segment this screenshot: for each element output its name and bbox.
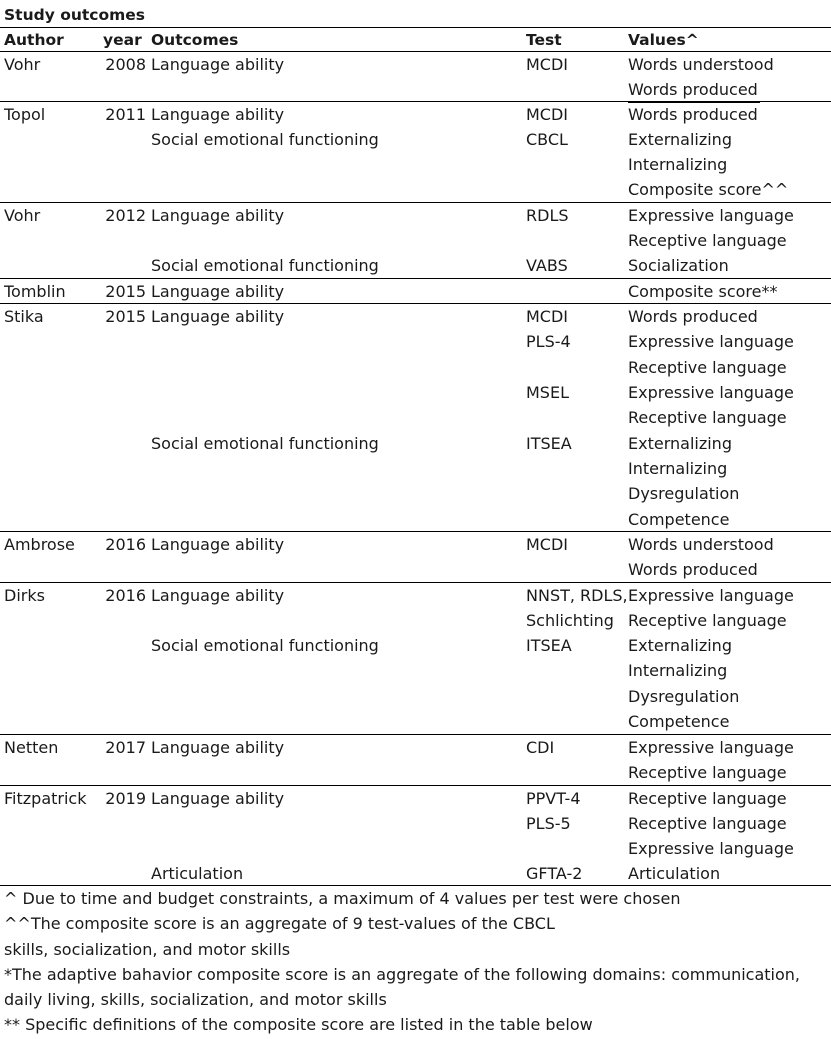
study-year: 2016 [105,586,146,605]
study-test: MCDI [526,55,569,74]
study-year: 2016 [105,535,146,554]
study-outcome: Language ability [151,282,285,301]
study-test: PLS-4 [526,332,571,351]
study-year: 2019 [105,789,146,808]
header-year: year [103,31,142,49]
study-value: Expressive language [628,586,794,605]
study-value: Internalizing [628,459,728,478]
study-outcome: Language ability [151,206,285,225]
footnote: *The adaptive bahavior composite score is an aggregate of the following domains: communication, [4,964,801,984]
study-outcome: Language ability [151,586,285,605]
study-outcome: Articulation [151,864,244,883]
study-value: Words produced [628,77,760,103]
study-value: Competence [628,510,730,529]
study-outcome: Language ability [151,789,285,808]
study-test: CBCL [526,130,568,149]
study-value: Words understood [628,535,774,554]
study-row-tomblin-2015 [0,279,831,304]
study-value: Words produced [628,560,758,579]
study-value: Externalizing [628,636,732,655]
study-value: Expressive language [628,332,794,351]
study-outcome: Language ability [151,55,285,74]
study-row-dirks-2016 [0,583,831,735]
study-outcome: Social emotional functioning [151,130,379,149]
study-row-fitzpatrick-2019 [0,786,831,886]
study-value: Receptive language [628,231,787,250]
study-value: Words understood [628,55,774,74]
study-outcome: Language ability [151,535,285,554]
study-row-stika-2015 [0,304,831,532]
study-row-vohr-2008 [0,52,831,102]
study-test: Schlichting [526,611,614,630]
study-test: PPVT-4 [526,789,581,808]
study-outcome: Social emotional functioning [151,434,379,453]
study-outcome: Social emotional functioning [151,256,379,275]
study-test: VABS [526,256,568,275]
study-value: Internalizing [628,661,728,680]
study-value: Receptive language [628,611,787,630]
study-value: Internalizing [628,155,728,174]
study-row-vohr-2012 [0,203,831,279]
study-row-topol-2011 [0,102,831,203]
study-value: Dysregulation [628,687,740,706]
study-author: Vohr [4,206,41,225]
study-year: 2011 [105,105,146,124]
study-value: Composite score** [628,282,778,301]
study-author: Topol [4,105,46,124]
study-value: Expressive language [628,738,794,757]
study-test: CDI [526,738,555,757]
table-header-row [0,27,831,52]
study-value: Words produced [628,105,758,124]
study-year: 2008 [105,55,146,74]
study-test: GFTA-2 [526,864,583,883]
study-value: Receptive language [628,358,787,377]
header-author: Author [4,31,64,49]
study-outcome: Language ability [151,738,285,757]
study-value: Externalizing [628,434,732,453]
study-test: MCDI [526,535,569,554]
study-value: Composite score^^ [628,180,789,199]
study-value: Expressive language [628,383,794,402]
study-year: 2015 [105,282,146,301]
study-author: Stika [4,307,44,326]
study-test: MSEL [526,383,569,402]
study-outcome: Language ability [151,307,285,326]
study-value: Receptive language [628,763,787,782]
study-test: RDLS [526,206,569,225]
study-outcome: Social emotional functioning [151,636,379,655]
footnote: skills, socialization, and motor skills [4,939,291,959]
table-title: Study outcomes [4,6,146,24]
study-value: Receptive language [628,814,787,833]
study-test: PLS-5 [526,814,571,833]
study-row-netten-2017 [0,735,831,786]
study-row-ambrose-2016 [0,532,831,583]
footnote: ^^The composite score is an aggregate of 9 test-values of the CBCL [4,914,555,934]
footnote: ^ Due to time and budget constraints, a maximum of 4 values per test were chosen [4,889,681,908]
footnote: daily living, skills, socialization, and motor skills [4,990,387,1010]
header-test: Test [526,31,562,49]
study-author: Vohr [4,55,41,74]
study-author: Ambrose [4,535,75,554]
header-values: Values^ [628,31,699,49]
header-outcomes: Outcomes [151,31,239,49]
study-author: Fitzpatrick [4,789,87,808]
study-value: Expressive language [628,839,794,858]
table-footnotes [4,886,830,1038]
study-value: Competence [628,712,730,731]
study-test: NNST, RDLS, [526,586,628,605]
study-value: Articulation [628,864,721,883]
study-test: MCDI [526,307,569,326]
study-value: Externalizing [628,130,732,149]
footnote: ** Specific definitions of the composite score are listed in the table below [4,1015,593,1035]
study-value: Socialization [628,256,729,275]
study-test: MCDI [526,105,569,124]
study-test: ITSEA [526,434,572,453]
study-year: 2017 [105,738,146,757]
study-year: 2015 [105,307,146,326]
study-author: Dirks [4,586,45,605]
study-author: Netten [4,738,59,757]
study-value: Expressive language [628,206,794,225]
study-value: Receptive language [628,789,787,808]
study-test: ITSEA [526,636,572,655]
study-value: Dysregulation [628,484,740,503]
study-value: Receptive language [628,408,787,427]
study-value: Words produced [628,307,758,326]
study-year: 2012 [105,206,146,225]
study-author: Tomblin [4,282,66,301]
study-outcome: Language ability [151,105,285,124]
